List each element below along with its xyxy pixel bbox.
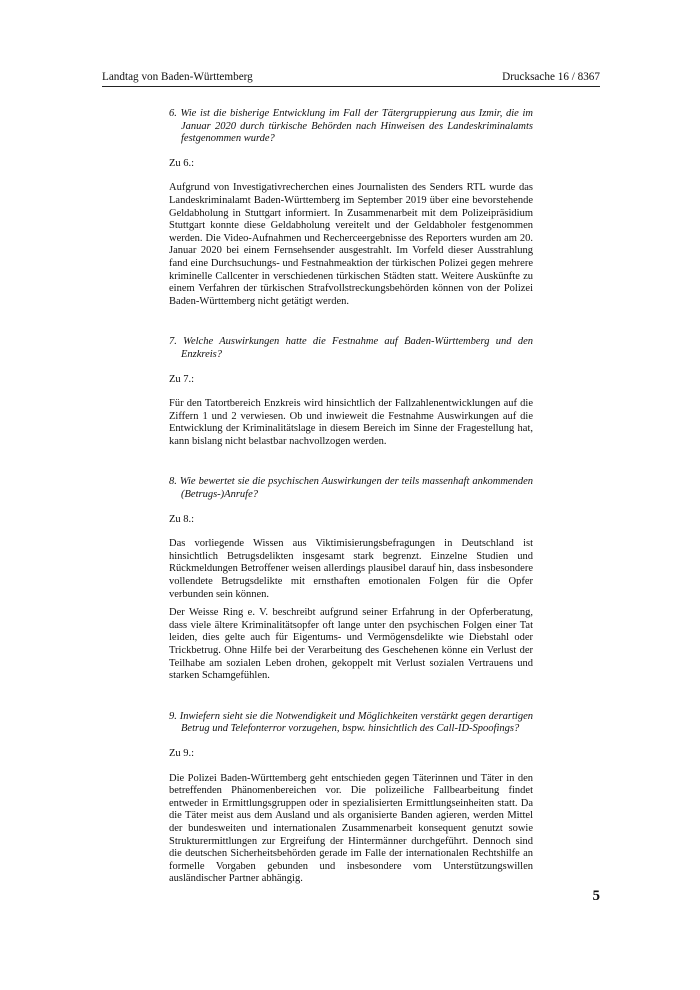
section-question-8 [169, 476, 533, 682]
section-question-9 [169, 711, 533, 886]
page-header [102, 70, 600, 87]
section-question-6 [169, 108, 533, 308]
answer-label: Zu 7.: [169, 373, 195, 385]
question-text: 7. Welche Auswirkungen hatte die Festnahme auf Baden-Württemberg und den Enzkreis? [169, 336, 533, 360]
answer-paragraph: Für den Tatortbereich Enzkreis wird hinsichtlich der Fallzahlenentwicklungen auf die Ziffern 1 und 2 verwiesen. Ob und inwieweit die Festnahme Auswirkungen auf die Entwicklung der Kriminalitätslage in diesem Bereich im Sinne der Fragestellung hat, kann bislang nicht belastbar nachvollzogen werden. [169, 398, 533, 447]
answer-paragraph: Das vorliegende Wissen aus Viktimisierungsbefragungen in Deutschland ist hinsichtlich Betrugsdelikten insgesamt stark begrenzt. Einzelne Studien und Rückmeldungen Betroffener weisen allerdings plausibel darauf hin, dass insbesondere vollendete Betrugsdelikte mit ernsthaften emotionalen Folgen für die Opfer verbunden sein können. [169, 538, 533, 600]
answer-paragraph: Die Polizei Baden-Württemberg geht entschieden gegen Täterinnen und Täter in den betreffenden Phänomenbereichen vor. Die polizeiliche Fallbearbeitung findet entweder in Ermittlungsgruppen oder in spezialisierten Ermittlungseinheiten statt. Da die Täter meist aus dem Ausland und als organisierte Banden agieren, werden Mittel der bundesweiten und internationalen Zusammenarbeit konsequent genutzt sowie Strukturermittlungen zur Ergreifung der Hintermänner durchgeführt. Dennoch sind die deutschen Sicherheitsbehörden gerade im Falle der internationalen Rechtshilfe an formelle Vorgaben gebunden und insbesondere vom Unterstützungswillen ausländischer Partner abhängig. [169, 772, 533, 885]
answer-label: Zu 9.: [169, 747, 195, 759]
answer-label: Zu 8.: [169, 513, 195, 525]
page-number: 5 [592, 888, 600, 904]
question-text: 6. Wie ist die bisherige Entwicklung im Fall der Tätergruppierung aus Izmir, die im Januar 2020 durch türkische Behörden nach Hinweisen des Landeskriminalamts festgenommen wurde? [169, 108, 533, 145]
question-text: 8. Wie bewertet sie die psychischen Auswirkungen der teils massenhaft ankommenden (Betrugs-)Anrufe? [169, 476, 533, 501]
answer-paragraph: Der Weisse Ring e. V. beschreibt aufgrund seiner Erfahrung in der Opferberatung, dass viele ältere Kriminalitätsopfer oft lange unter den psychischen Folgen einer Tat leiden, dies gelte auch für Eigentums- und Vermögensdelikte wie Diebstahl oder Trickbetrug. Ohne Hilfe bei der Verarbeitung des Geschehenen könne ein Verlust der Teilhabe am sozialen Leben drohen, gekoppelt mit Verlust sozialen Vertrauens und starken Schamgefühlen. [169, 607, 533, 682]
answer-label: Zu 6.: [169, 157, 195, 169]
document-body [169, 108, 533, 892]
header-parliament: Landtag von Baden-Württemberg [102, 71, 253, 83]
answer-paragraph: Aufgrund von Investigativrecherchen eines Journalisten des Senders RTL wurde das Landeskriminalamt Baden-Württemberg im September 2019 über eine bevorstehende Geldabholung in Stuttgart informiert. In Zusammenarbeit mit dem Polizeipräsidium Stuttgart konnte diese Geldabholung vereitelt und der Geldabholer festgenommen werden. Die Video-Aufnahmen und Recherceergebnisse des Reporters wurden am 20. Januar 2020 bei einem Fernsehsender ausgestrahlt. Im Vorfeld dieser Ausstrahlung fand eine Durchsuchungs- und Festnahmeaktion der türkischen Polizei gegen mehrere kriminelle Callcenter in verschiedenen türkischen Städten statt. Weitere Auskünfte zu einem Verfahren der türkischen Strafvollstreckungsbehörden können von der Polizei Baden-Württemberg nicht getätigt werden. [169, 182, 533, 307]
section-question-7 [169, 336, 533, 448]
question-text: 9. Inwiefern sieht sie die Notwendigkeit und Möglichkeiten verstärkt gegen derartigen Betrug und Telefonterror vorzugehen, bspw. hinsichtlich des Call-ID-Spoofings? [169, 710, 533, 735]
header-document-number: Drucksache 16 / 8367 [502, 71, 600, 83]
